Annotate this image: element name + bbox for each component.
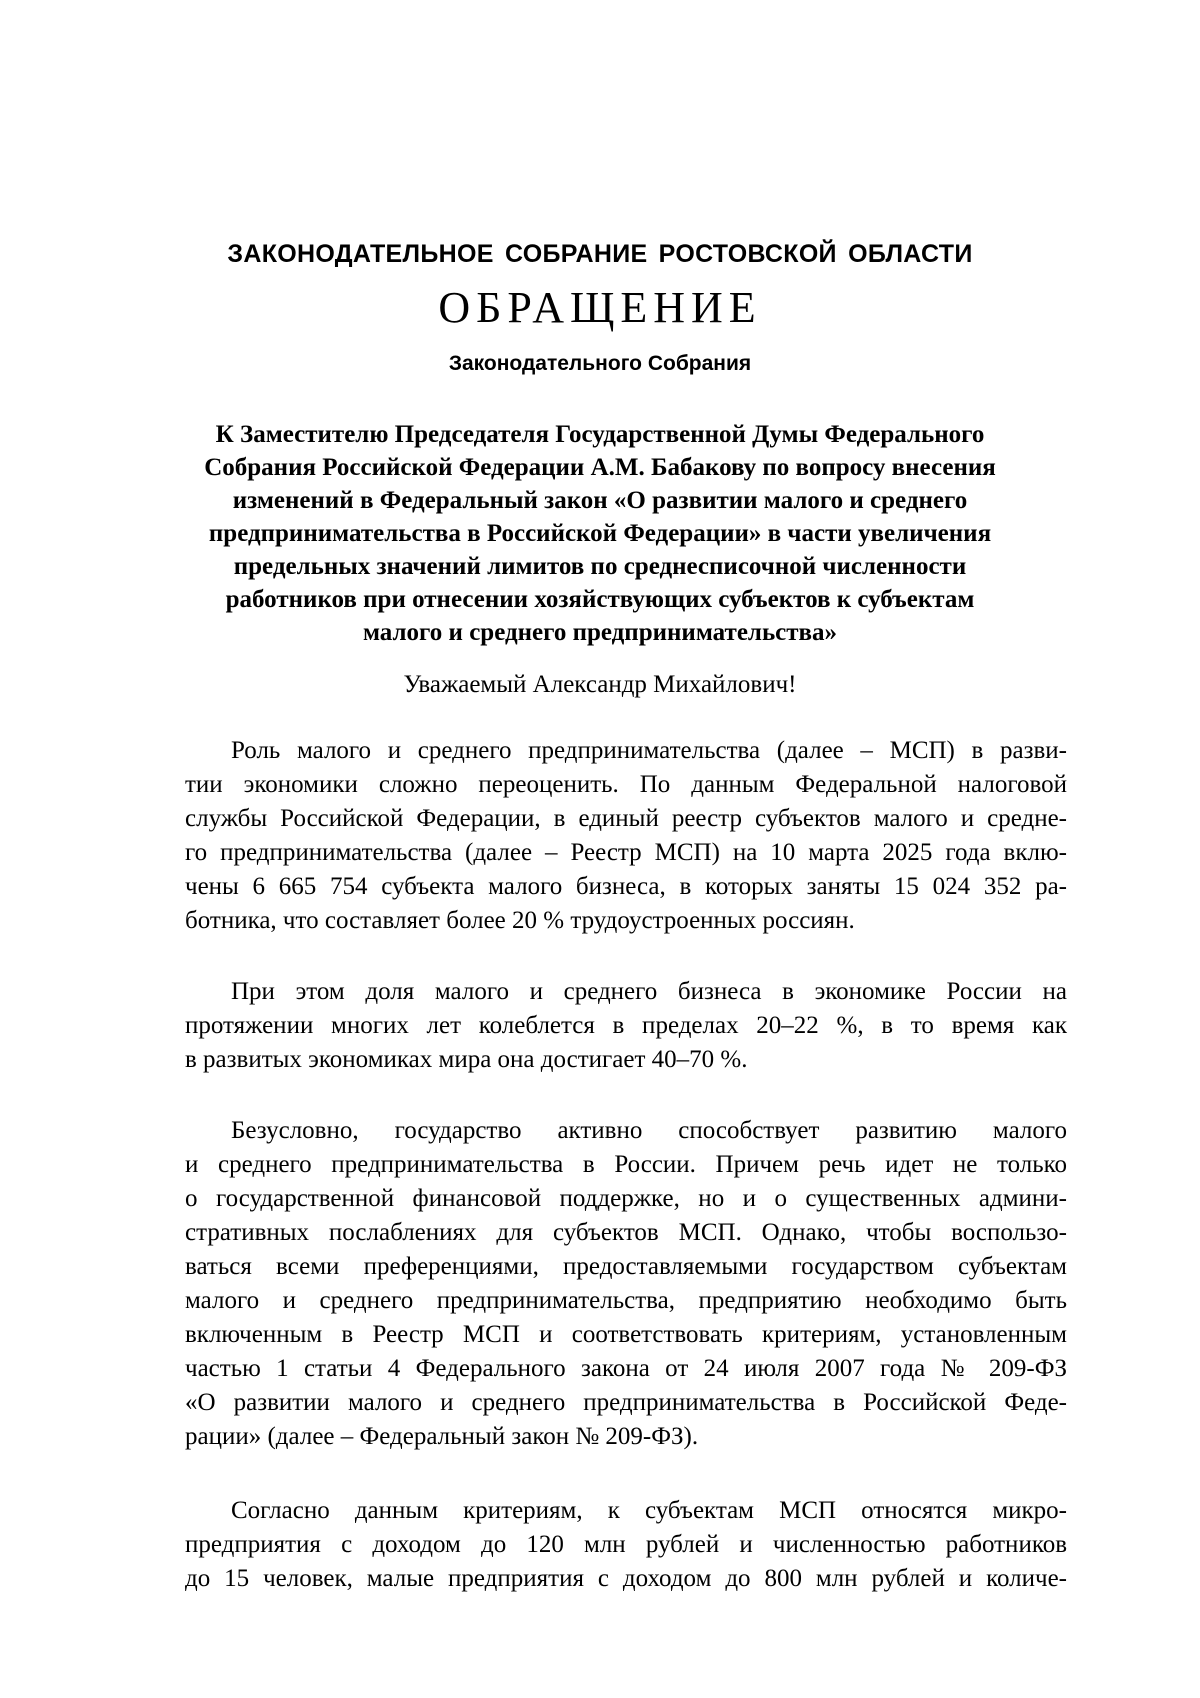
body-paragraph-4: [185, 1494, 1067, 1596]
paragraph-line: стративных послаблениях для субъектов МСП. Однако, чтобы воспользо-: [185, 1219, 1067, 1246]
paragraph-line: «О развитии малого и среднего предпринимательства в Российской Феде-: [185, 1389, 1067, 1416]
subject-line: малого и среднего предпринимательства»: [362, 619, 838, 646]
paragraph-line: службы Российской Федерации, в единый реестр субъектов малого и средне-: [185, 805, 1067, 832]
subject-line: предпринимательства в Российской Федерации» в части увеличения: [208, 520, 992, 547]
paragraph-line: рации» (далее – Федеральный закон № 209-ФЗ).: [185, 1423, 699, 1450]
paragraph-line: о государственной финансовой поддержке, но и о существенных админи-: [185, 1185, 1067, 1212]
paragraph-line: малого и среднего предпринимательства, предприятию необходимо быть: [185, 1287, 1067, 1314]
paragraph-line: частью 1 статьи 4 Федерального закона от 24 июля 2007 года № 209-ФЗ: [185, 1355, 1067, 1382]
paragraph-line: до 15 человек, малые предприятия с доходом до 800 млн рублей и количе-: [185, 1565, 1067, 1592]
paragraph-line: Согласно данным критериям, к субъектам МСП относятся микро-: [231, 1497, 1067, 1524]
document-type-title: ОБРАЩЕНИЕ: [438, 283, 762, 332]
paragraph-line: в развитых экономиках мира она достигает 40–70 %.: [185, 1046, 748, 1073]
subject-line: работников при отнесении хозяйствующих субъектов к субъектам: [225, 586, 975, 613]
subject-line: К Заместителю Председателя Государственной Думы Федерального: [215, 421, 985, 448]
paragraph-line: чены 6 665 754 субъекта малого бизнеса, в которых заняты 15 024 352 ра-: [185, 873, 1067, 900]
organization-name: ЗАКОНОДАТЕЛЬНОЕ СОБРАНИЕ РОСТОВСКОЙ ОБЛАСТИ: [227, 240, 973, 268]
paragraph-line: включенным в Реестр МСП и соответствовать критериям, установленным: [185, 1321, 1067, 1348]
salutation: Уважаемый Александр Михайлович!: [403, 671, 797, 698]
paragraph-line: предприятия с доходом до 120 млн рублей и численностью работников: [185, 1531, 1067, 1558]
paragraph-line: го предпринимательства (далее – Реестр МСП) на 10 марта 2025 года вклю-: [185, 839, 1067, 866]
subject-line: Собрания Российской Федерации А.М. Бабакову по вопросу внесения: [204, 454, 996, 481]
paragraph-line: При этом доля малого и среднего бизнеса в экономике России на: [231, 978, 1067, 1005]
paragraph-line: ваться всеми преференциями, предоставляемыми государством субъектам: [185, 1253, 1067, 1280]
body-paragraph-3: [185, 1114, 1067, 1454]
subject-line: изменений в Федеральный закон «О развитии малого и среднего: [232, 487, 968, 514]
paragraph-line: тии экономики сложно переоценить. По данным Федеральной налоговой: [185, 771, 1067, 798]
paragraph-line: протяжении многих лет колеблется в пределах 20–22 %, в то время как: [185, 1012, 1067, 1039]
body-paragraph-2: [185, 975, 1067, 1077]
paragraph-line: Безусловно, государство активно способствует развитию малого: [231, 1117, 1067, 1144]
paragraph-line: ботника, что составляет более 20 % трудоустроенных россиян.: [185, 907, 855, 934]
paragraph-line: и среднего предпринимательства в России. Причем речь идет не только: [185, 1151, 1067, 1178]
document-subject: [150, 418, 1050, 649]
subject-line: предельных значений лимитов по среднесписочной численности: [233, 553, 967, 580]
body-paragraph-1: [185, 734, 1067, 938]
paragraph-line: Роль малого и среднего предпринимательства (далее – МСП) в разви-: [231, 737, 1067, 764]
document-author: Законодательного Собрания: [448, 352, 752, 375]
